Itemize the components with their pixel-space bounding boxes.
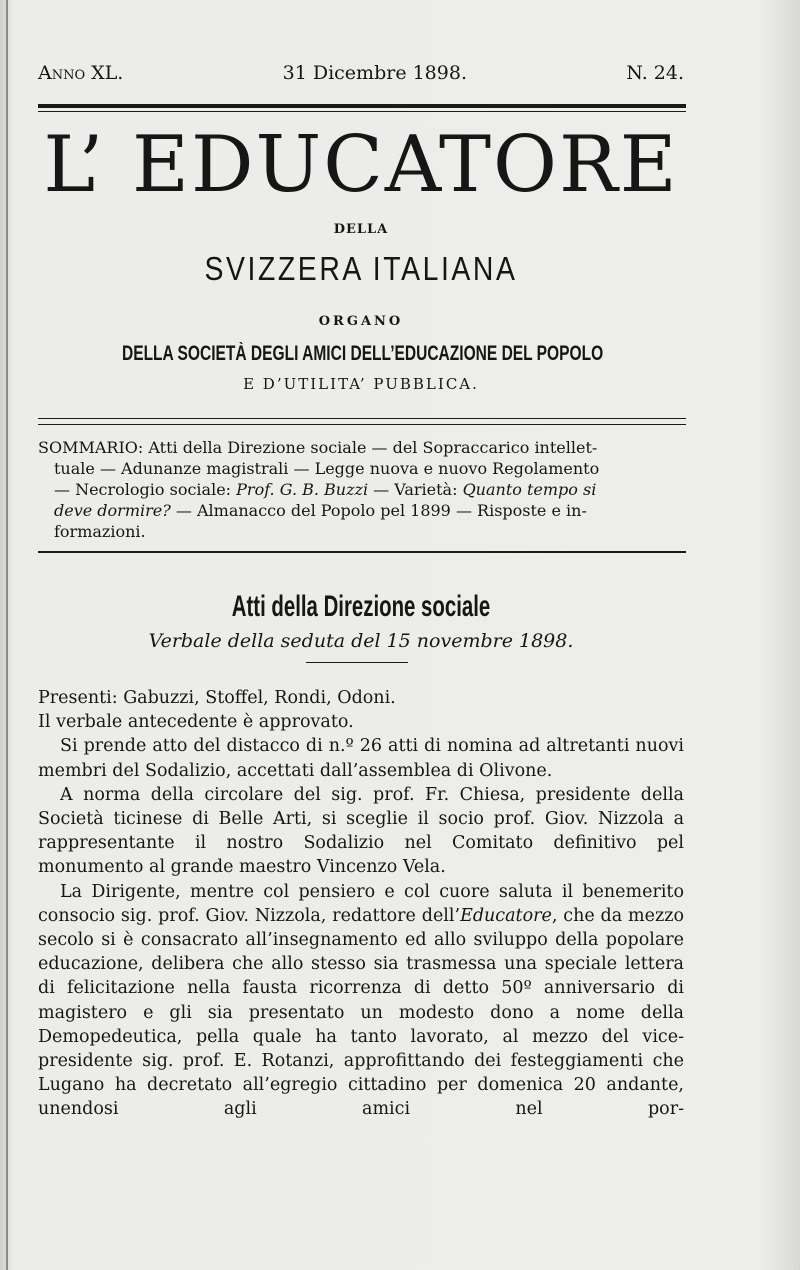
section-rule [306,662,408,663]
paragraph-approved: Il verbale antecedente è approvato. [38,712,354,733]
sommario-line: tuale — Adunanze magistrali — Legge nuova e nuovo Regolamento [54,459,600,478]
issue-header [38,62,684,88]
paragraph-nominations: Si prende atto del distacco di n.º 26 atti di nomina ad altretanti nuovi membri del Sodalizio, accettati dall’assemblea di Olivone. [38,736,684,781]
paragraph-present: Presenti: Gabuzzi, Stoffel, Rondi, Odoni. [38,688,396,708]
section-subheading: Verbale della seduta del 15 novembre 1898. [148,630,574,652]
society-name: DELLA SOCIETÀ DEGLI AMICI DELL’EDUCAZIONE DEL POPOLO [121,342,604,365]
header-rule-thin [38,111,686,112]
journal-title: L’ EDUCATORE [43,120,679,210]
table-of-contents [38,437,684,542]
sommario-rule-top-1 [38,418,686,419]
sommario-rule-bottom [38,551,686,553]
section-heading: Atti della Direzione sociale [231,590,491,623]
paragraph-nizzola: La Dirigente, mentre col pensiero e col cuore saluta il benemerito consocio sig. prof. Giov. Nizzola, redattore dell’Educatore, che da mezzo secolo si è consacrato all’insegnamento ed allo sviluppo della popolare educazione, delibera che allo stesso sia trasmessa una speciale lettera di felicitazione nella fausta ricorrenza di detto 50º anniversario di magistero e gli sia presentato un modesto dono a nome della Demopedeutica, pella quale ha tanto lavorato, al mezzo del vice-presidente sig. prof. E. Rotanzi, approfittando dei festeggiamenti che Lugano ha decretato all’egregio cittadino per domenica 20 andante, unendosi agli amici nel por- [38,881,684,1120]
issue-number: N. 24. [626,62,684,84]
varieta-title: Quanto tempo si [462,480,597,499]
sommario-line: — Necrologio sociale: Prof. G. B. Buzzi — Varietà: Quanto tempo si [54,480,597,499]
sommario-rule-top-2 [38,424,686,425]
page-binding-edge [6,0,8,1270]
sommario-line: Atti della Direzione sociale — del Sopraccarico intellet- [143,438,598,457]
sommario-label: SOMMARIO: [38,438,144,457]
title-della: DELLA [333,222,389,237]
society-subtitle: E D’UTILITA’ PUBBLICA. [243,375,479,393]
organo-label: ORGANO [318,314,404,329]
obituary-title: Prof. G. B. Buzzi [236,480,369,499]
header-rule-thick [38,104,686,108]
volume-label: Anno XL. [38,62,124,84]
sommario-line: formazioni. [54,522,146,541]
paragraph-monument: A norma della circolare del sig. prof. Fr. Chiesa, presidente della Società ticinese di Belle Arti, si sceglie il socio prof. Giov. Nizzola a rappresentante il nostro Sodalizio nel Comitato definitivo pel monumento al grande maestro Vincenzo Vela. [38,784,684,878]
sommario-line: deve dormire? — Almanacco del Popolo pel 1899 — Risposte e in- [54,501,587,520]
article-body [38,686,684,1122]
journal-name-italic: Educatore [460,905,552,926]
journal-subtitle: SVIZZERA ITALIANA [204,250,518,287]
issue-date: 31 Dicembre 1898. [282,62,467,84]
